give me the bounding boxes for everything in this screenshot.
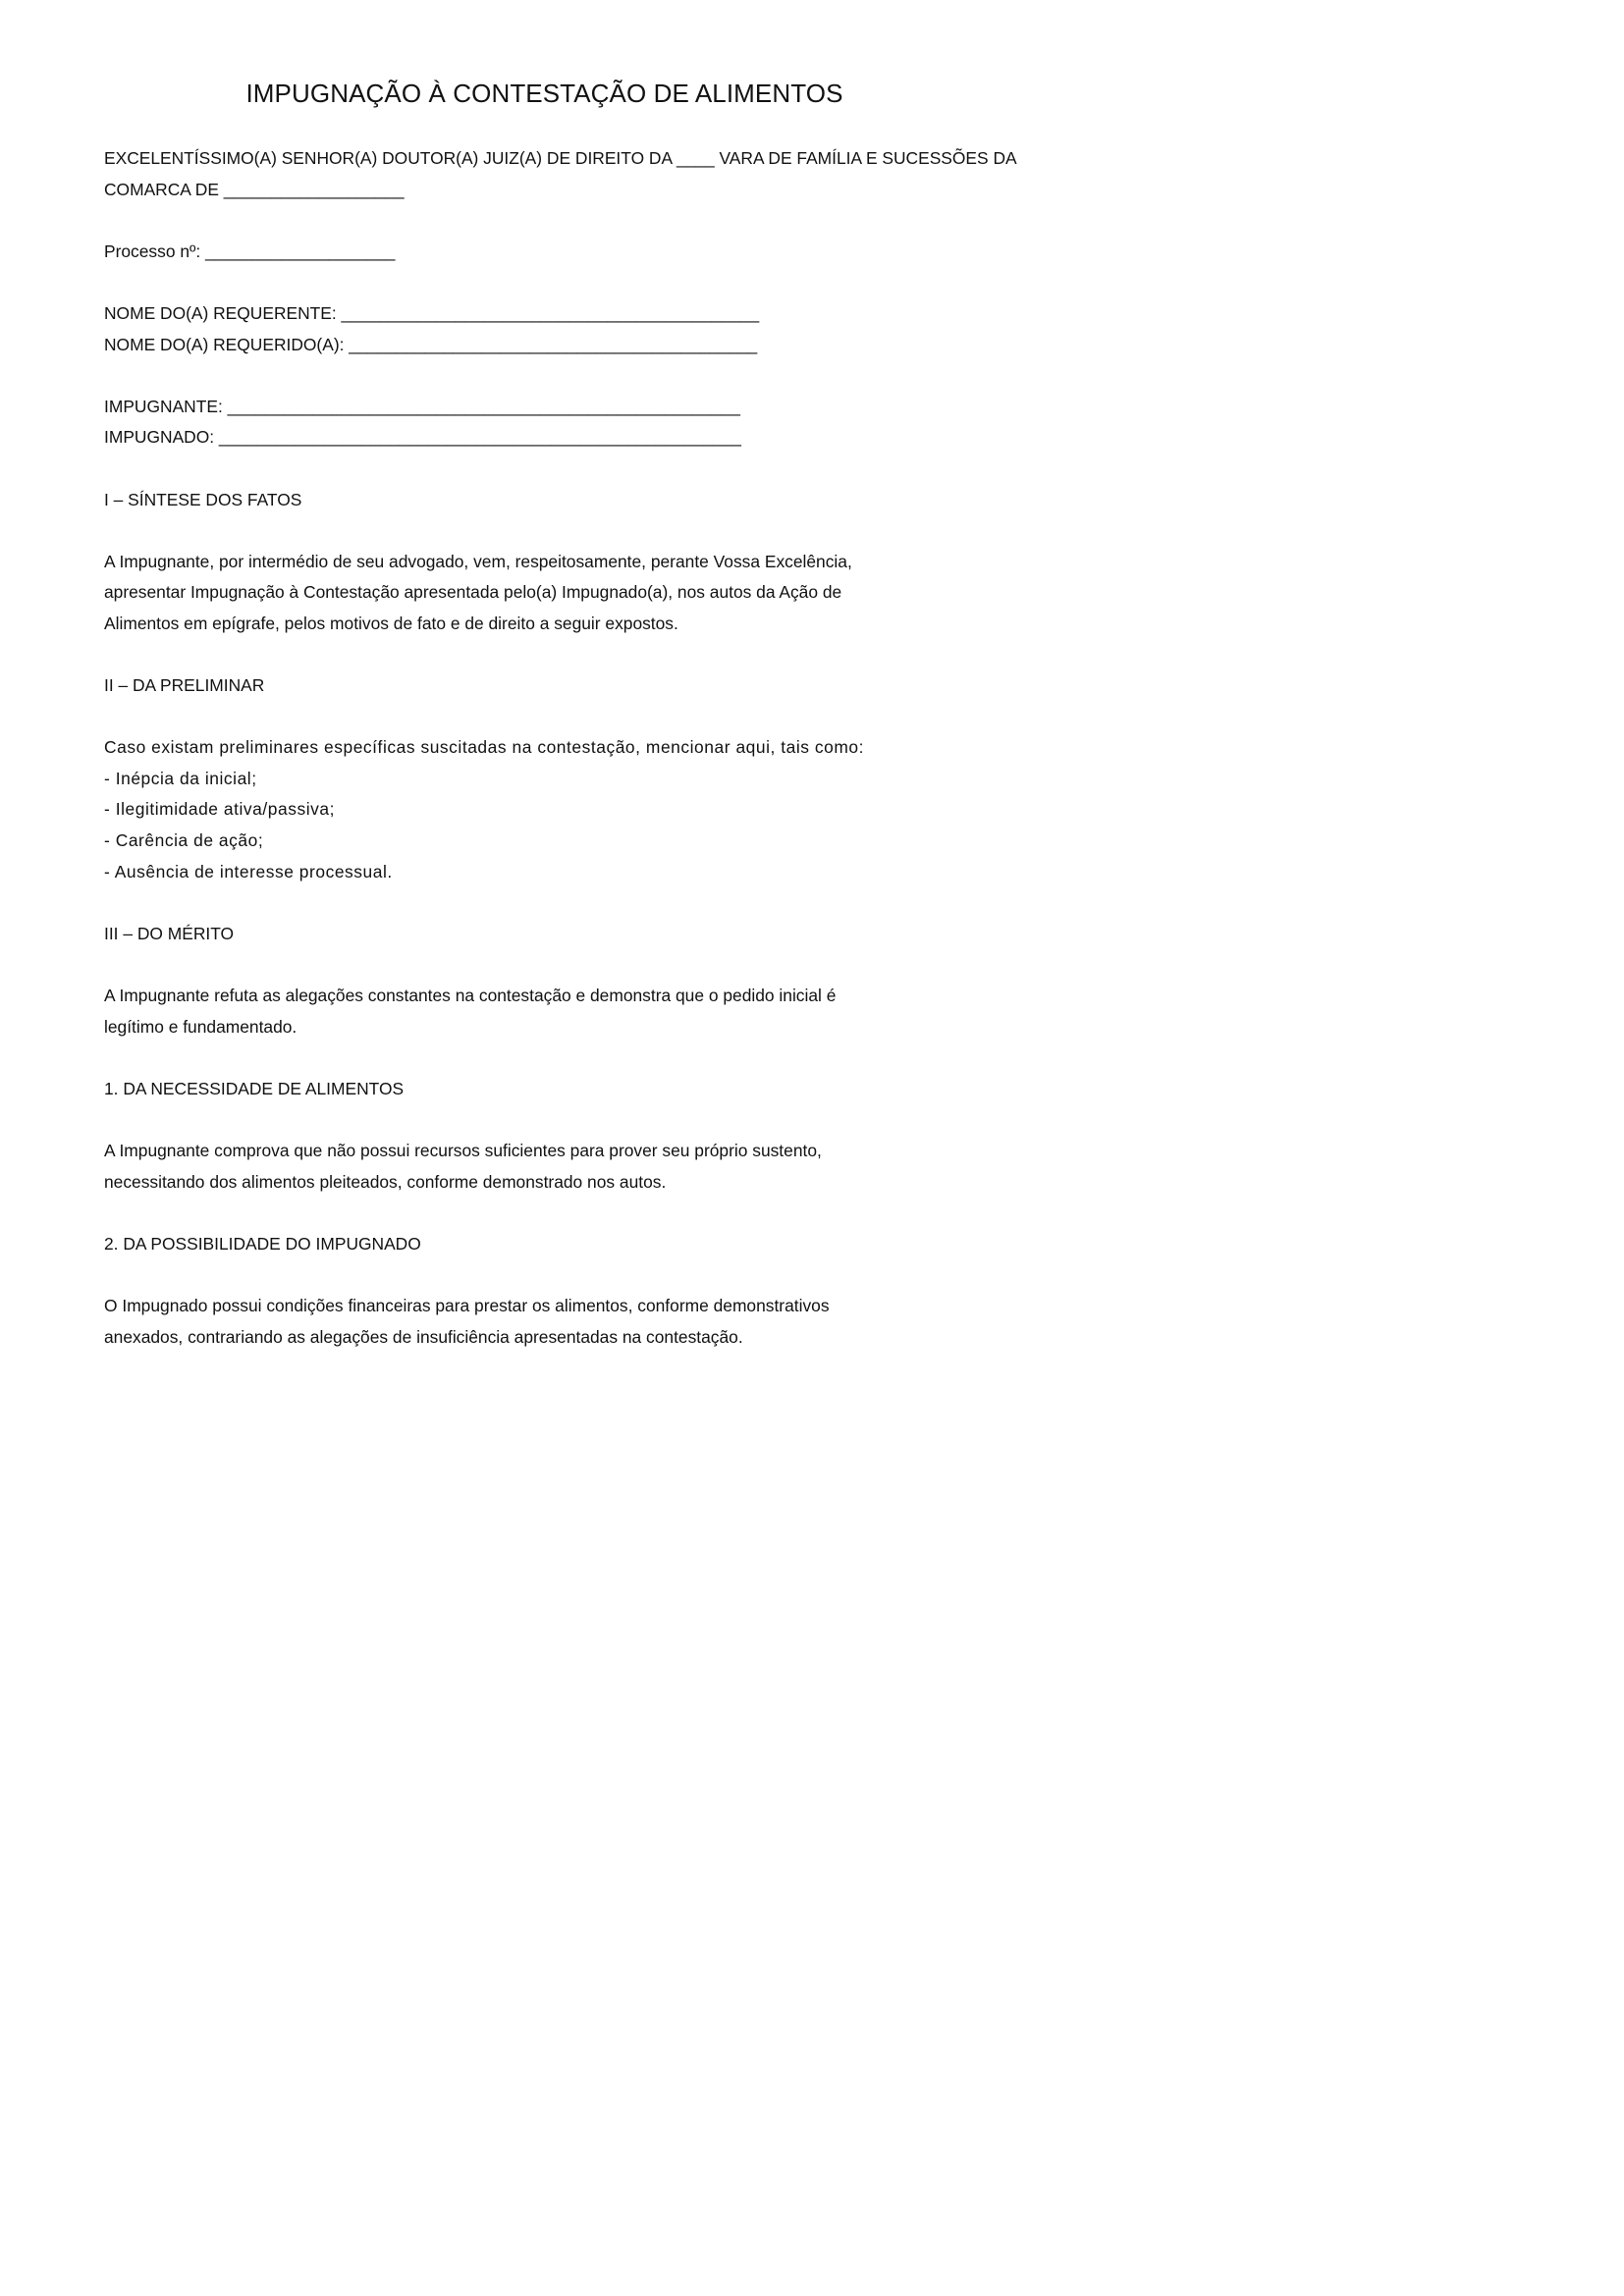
section-heading-necessidade: 1. DA NECESSIDADE DE ALIMENTOS xyxy=(104,1078,405,1098)
document-body xyxy=(104,143,1089,1353)
spacer xyxy=(104,702,1089,733)
section-heading-sintese: I – SÍNTESE DOS FATOS xyxy=(104,489,302,509)
list-item: - Inépcia da inicial; xyxy=(104,768,257,788)
impugnado-field: IMPUGNADO: _______________________________________________________ xyxy=(104,427,741,448)
paragraph-line: anexados, contrariando as alegações de insuficiência apresentadas na contestação. xyxy=(104,1326,743,1347)
spacer xyxy=(104,267,1089,298)
list-item: - Ilegitimidade ativa/passiva; xyxy=(104,799,335,820)
spacer xyxy=(104,360,1089,392)
spacer xyxy=(104,1042,1089,1074)
court-address-line-2: COMARCA DE ___________________ xyxy=(104,179,405,199)
spacer xyxy=(104,454,1089,485)
paragraph-line: necessitando dos alimentos pleiteados, conforme demonstrado nos autos. xyxy=(104,1171,667,1192)
paragraph-line: legítimo e fundamentado. xyxy=(104,1016,298,1037)
spacer xyxy=(104,1259,1089,1291)
court-address-line-1: EXCELENTÍSSIMO(A) SENHOR(A) DOUTOR(A) JUIZ(A) DE DIREITO DA ____ VARA DE FAMÍLIA E SUCESSÕES DA xyxy=(104,148,1017,168)
spacer xyxy=(104,640,1089,671)
spacer xyxy=(104,1198,1089,1229)
paragraph-line: apresentar Impugnação à Contestação apresentada pelo(a) Impugnado(a), nos autos da Ação de xyxy=(104,582,842,603)
preliminar-intro: Caso existam preliminares específicas suscitadas na contestação, mencionar aqui, tais como: xyxy=(104,737,865,758)
document-page xyxy=(0,0,1089,1539)
paragraph-line: O Impugnado possui condições financeiras para prestar os alimentos, conforme demonstrativos xyxy=(104,1295,830,1315)
spacer xyxy=(104,515,1089,547)
paragraph-line: Alimentos em epígrafe, pelos motivos de fato e de direito a seguir expostos. xyxy=(104,613,678,633)
section-heading-preliminar: II – DA PRELIMINAR xyxy=(104,675,265,696)
requerente-field: NOME DO(A) REQUERENTE: ____________________________________________ xyxy=(104,302,760,323)
spacer xyxy=(104,949,1089,981)
paragraph-line: A Impugnante, por intermédio de seu advogado, vem, respeitosamente, perante Vossa Excelência, xyxy=(104,551,852,571)
spacer xyxy=(104,205,1089,237)
spacer xyxy=(104,1104,1089,1136)
document-title: IMPUGNAÇÃO À CONTESTAÇÃO DE ALIMENTOS xyxy=(245,79,843,108)
spacer xyxy=(104,887,1089,919)
section-heading-merito: III – DO MÉRITO xyxy=(104,923,235,943)
list-item: - Ausência de interesse processual. xyxy=(104,861,393,881)
requerido-field: NOME DO(A) REQUERIDO(A): ___________________________________________ xyxy=(104,334,758,354)
paragraph-line: A Impugnante refuta as alegações constantes na contestação e demonstra que o pedido inicial é xyxy=(104,986,837,1006)
list-item: - Carência de ação; xyxy=(104,830,264,851)
process-number: Processo nº: ____________________ xyxy=(104,240,396,261)
section-heading-possibilidade: 2. DA POSSIBILIDADE DO IMPUGNADO xyxy=(104,1233,421,1254)
impugnante-field: IMPUGNANTE: ______________________________________________________ xyxy=(104,396,740,416)
paragraph-line: A Impugnante comprova que não possui recursos suficientes para prover seu próprio sustento, xyxy=(104,1141,822,1160)
